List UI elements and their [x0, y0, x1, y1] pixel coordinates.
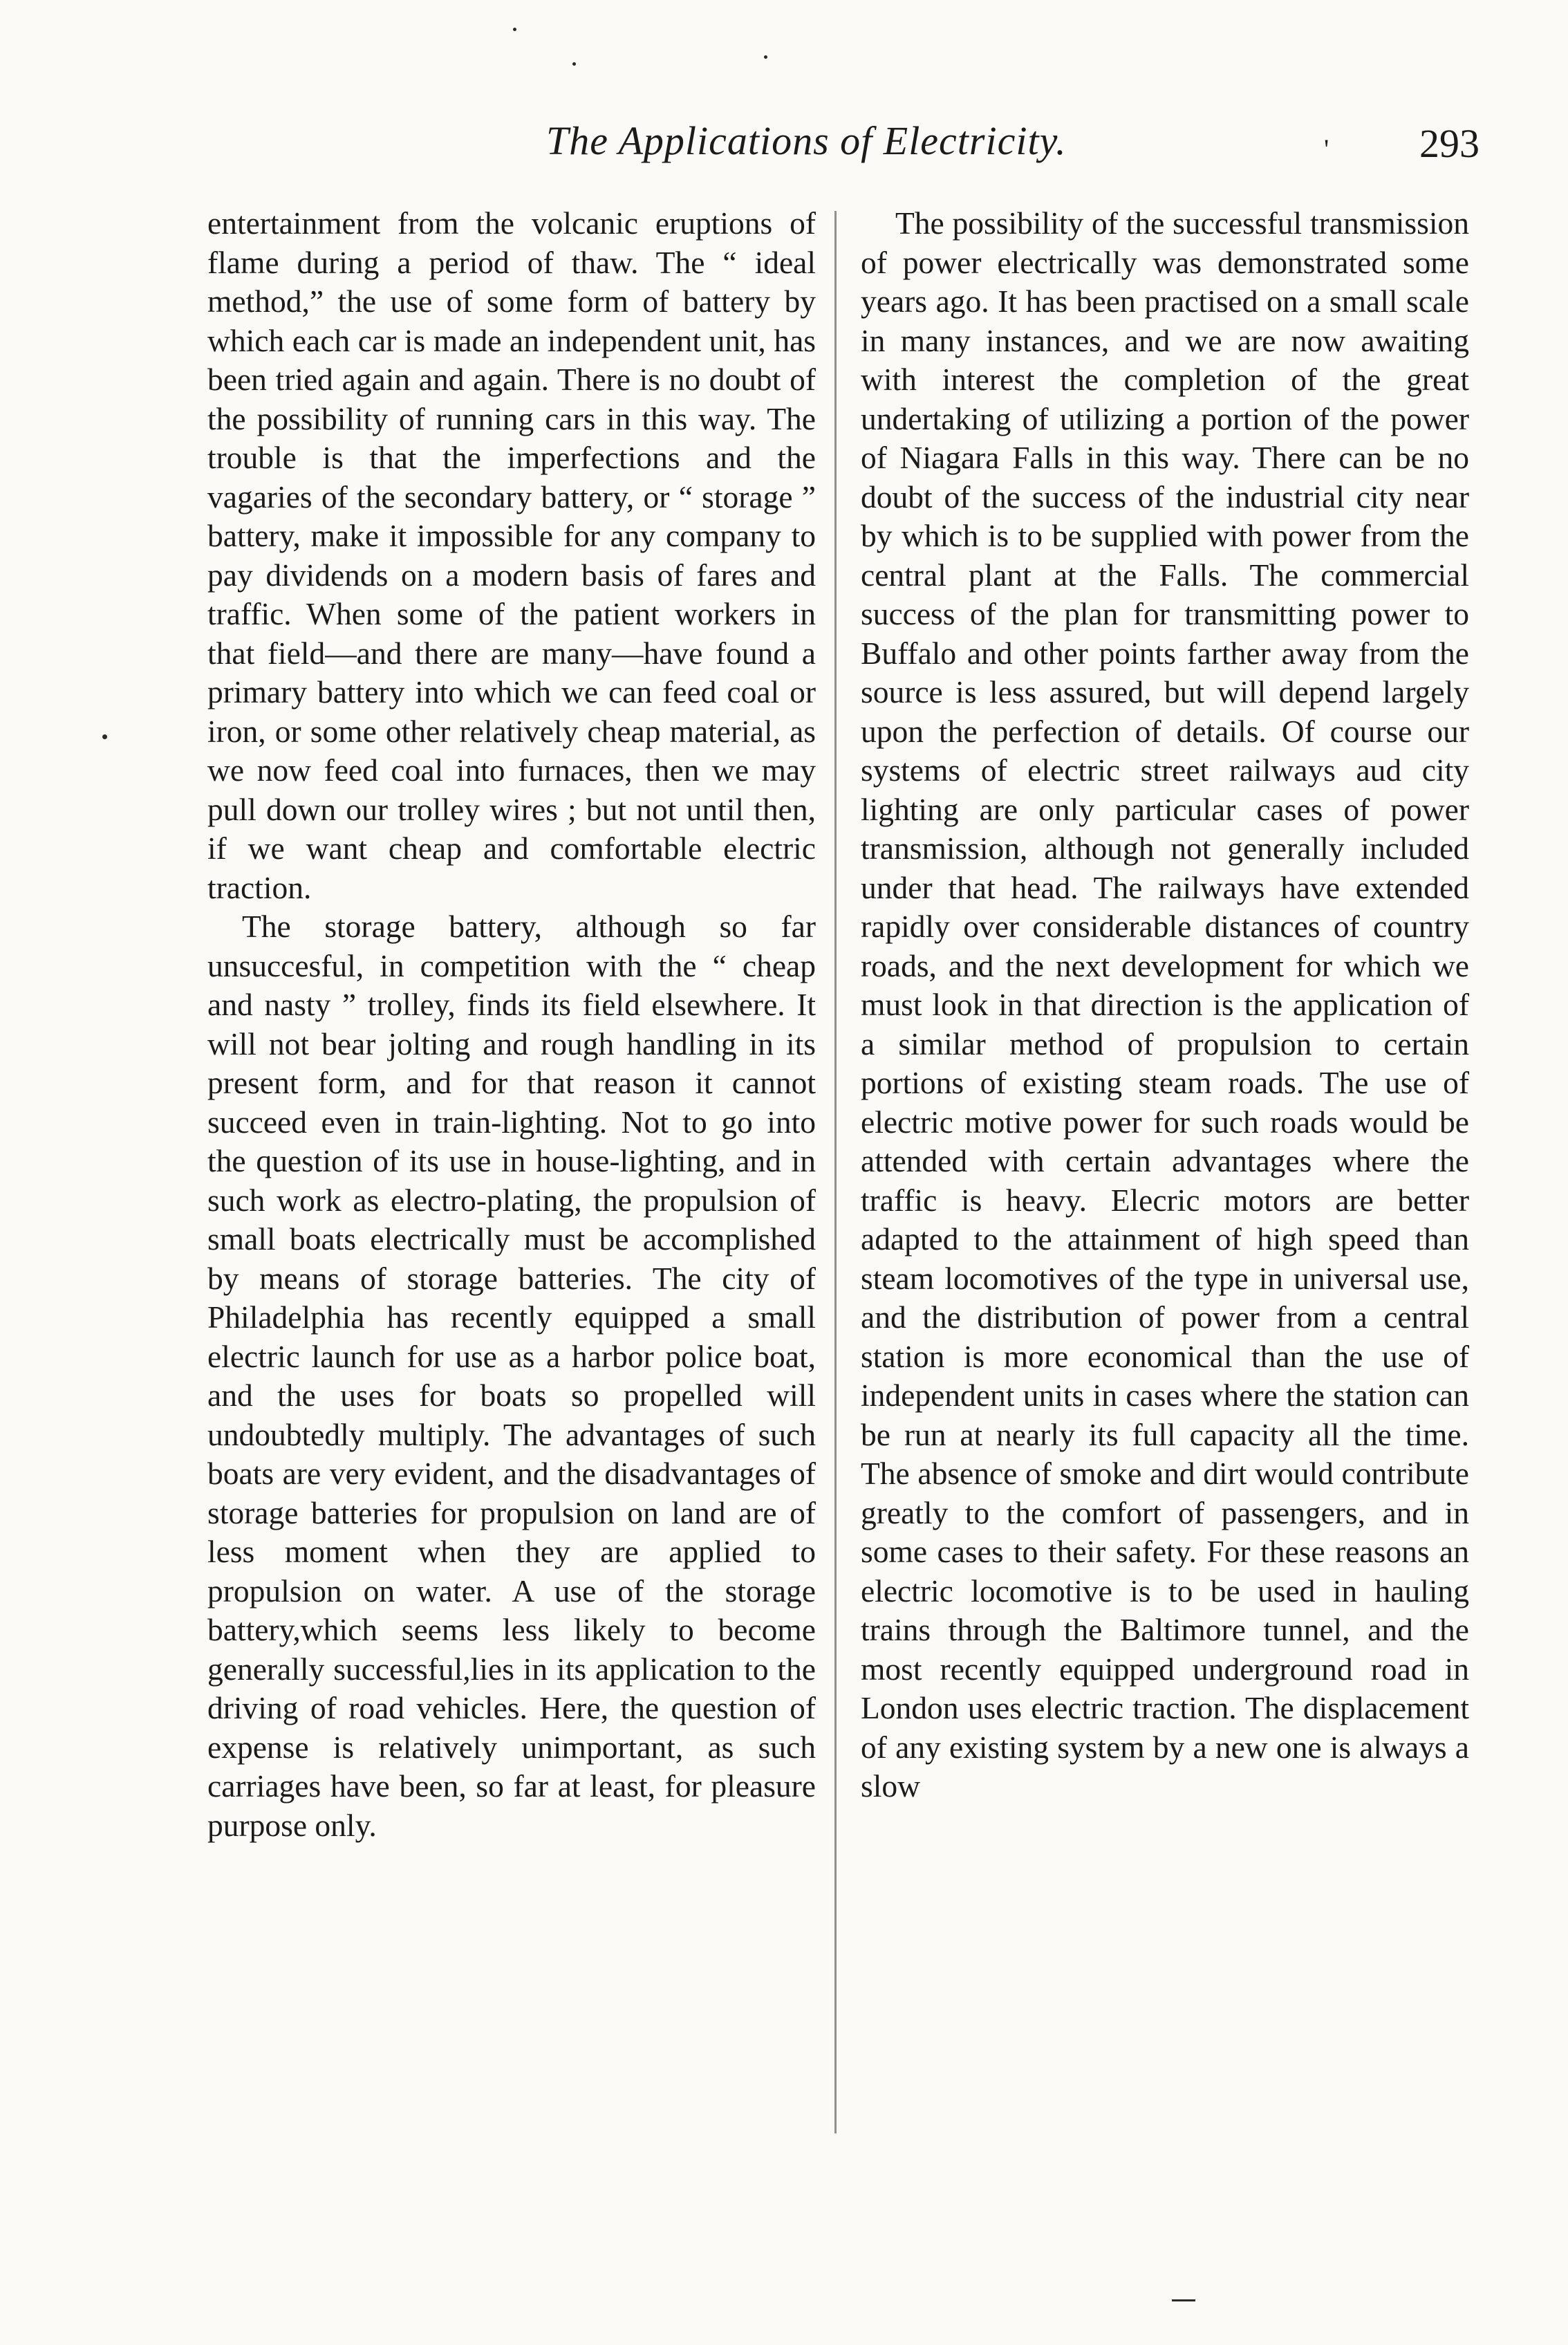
paragraph: The possibility of the successful transmission of power electrically was demonstrated some years ago. It has been practised on a small scale in many instances, and we are now awaiting with interest the completion of the great undertaking of utilizing a portion of the power of Niagara Falls in this way. There can be no doubt of the success of the industrial city near by which is to be supplied with power from the central plant at the Falls. The commercial success of the plan for transmitting power to Buffalo and other points farther away from the source is less assured, but will depend largely upon the perfection of details. Of course our systems of electric street railways aud city lighting are only particular cases of power transmission, although not generally included under that head. The railways have extended rapidly over considerable distances of country roads, and the next development for which we must look in that direction is the application of a similar method of propulsion to certain portions of existing steam roads. The use of electric motive power for such roads would be attended with certain advantages where the traffic is heavy. Elecric motors are better adapted to the attainment of high speed than steam locomotives of the type in universal use, and the distribution of power from a central station is more economical than the use of independent units in cases where the station can be run at nearly its full capacity all the time. The absence of smoke and dirt would contribute greatly to the comfort of passengers, and in some cases to their safety. For these reasons an electric locomotive is to be used in hauling trains through the Baltimore tunnel, and the most recently equipped underground road in London uses electric traction. The displacement of any existing system by a new one is always a slow [861, 205, 1469, 1804]
right-column [861, 204, 1469, 1806]
column-rule [834, 211, 837, 2133]
running-head [207, 118, 1480, 180]
scan-speck [572, 62, 576, 66]
paragraph: The storage battery, although so far unsuccesful, in competition with the “ cheap and nasty ” trolley, finds its field elsewhere. It will not bear jolting and rough handling in its present form, and for that reason it cannot succeed even in train-lighting. Not to go into the question of its use in house-lighting, and in such work as electro-plating, the propulsion of small boats electrically must be accomplished by means of storage batteries. The city of Philadelphia has recently equipped a small electric launch for use as a harbor police boat, and the uses for boats so propelled will undoubtedly multiply. The advantages of such boats are very evident, and the disadvantages of storage batteries for propulsion on land are of less moment when they are applied to propulsion on water. A use of the storage battery,which seems less likely to become generally successful,lies in its application to the driving of road vehicles. Here, the question of expense is relatively unimportant, as such carriages have been, so far at least, for pleasure purpose only. [207, 909, 816, 1843]
header-mark: ' [1324, 133, 1329, 165]
paragraph: entertainment from the volcanic eruptions of flame during a period of thaw. The “ ideal method,” the use of some form of battery by which each car is made an independent unit, has been tried again and again. There is no doubt of the possibility of running cars in this way. The trouble is that the imperfections and the vagaries of the secondary battery, or “ storage ” battery, make it impossible for any company to pay dividends on a modern basis of fares and traffic. When some of the patient workers in that field—and there are many—have found a primary battery into which we can feed coal or iron, or some other relatively cheap material, as we now feed coal into furnaces, then we may pull down our trolley wires ; but not until then, if we want cheap and comfortable electric traction. [207, 205, 816, 905]
page-number: 293 [1419, 121, 1480, 166]
scan-speck [513, 28, 516, 31]
left-column [207, 204, 816, 1845]
footer-mark [1172, 2299, 1195, 2301]
running-head-title: The Applications of Electricity. [546, 118, 1067, 163]
scan-speck [764, 55, 767, 59]
scan-speck [102, 734, 107, 739]
